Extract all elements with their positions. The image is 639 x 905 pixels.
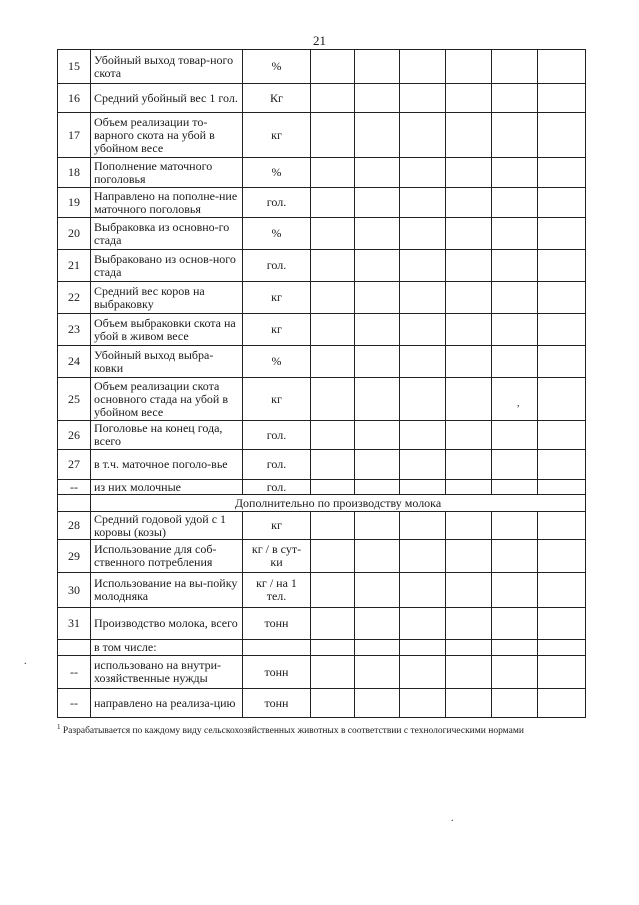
value-cell[interactable]	[400, 282, 446, 314]
table-row	[58, 84, 586, 113]
value-cell[interactable]	[311, 158, 355, 188]
value-cell[interactable]	[492, 282, 538, 314]
value-cell[interactable]	[355, 450, 400, 480]
row-number: 22	[58, 282, 91, 314]
unit-of-measure: гол.	[243, 480, 311, 495]
value-cell[interactable]	[311, 50, 355, 84]
row-number: 30	[58, 573, 91, 608]
value-cell[interactable]	[538, 573, 586, 608]
unit-of-measure: кг	[243, 512, 311, 540]
value-cell[interactable]	[355, 656, 400, 689]
row-number: 16	[58, 84, 91, 113]
table-row	[58, 689, 586, 718]
value-cell[interactable]	[538, 250, 586, 282]
indicator-name: Убойный выход товар-ного скота	[91, 50, 243, 84]
indicator-name: Объем реализации скота основного стада на убой в убойном весе	[91, 378, 243, 421]
table-row	[58, 346, 586, 378]
row-number: 15	[58, 50, 91, 84]
table-row	[58, 656, 586, 689]
table-row	[58, 378, 586, 421]
table-row	[58, 573, 586, 608]
value-cell[interactable]	[311, 250, 355, 282]
value-cell[interactable]	[446, 689, 492, 718]
unit-of-measure: тонн	[243, 608, 311, 640]
value-cell[interactable]	[400, 640, 446, 656]
row-number: 25	[58, 378, 91, 421]
indicator-name: Убойный выход выбра-ковки	[91, 346, 243, 378]
value-cell[interactable]	[311, 84, 355, 113]
table-row	[58, 450, 586, 480]
value-cell[interactable]	[538, 608, 586, 640]
value-cell[interactable]	[538, 480, 586, 495]
value-cell[interactable]	[446, 113, 492, 158]
unit-of-measure: %	[243, 50, 311, 84]
value-cell[interactable]	[400, 512, 446, 540]
value-cell[interactable]	[538, 50, 586, 84]
value-cell[interactable]	[400, 573, 446, 608]
value-cell[interactable]	[355, 421, 400, 450]
table-row	[58, 113, 586, 158]
value-cell[interactable]	[538, 314, 586, 346]
value-cell[interactable]	[538, 84, 586, 113]
value-cell[interactable]	[492, 113, 538, 158]
indicator-name: Выбраковка из основно-го стада	[91, 218, 243, 250]
value-cell[interactable]	[446, 50, 492, 84]
value-cell[interactable]	[400, 314, 446, 346]
indicator-name: Объем реализации то-варного скота на убой в убойном весе	[91, 113, 243, 158]
value-cell[interactable]	[446, 608, 492, 640]
value-cell[interactable]	[538, 188, 586, 218]
value-cell[interactable]	[446, 656, 492, 689]
table-row	[58, 421, 586, 450]
value-cell[interactable]	[492, 378, 538, 421]
value-cell[interactable]	[311, 282, 355, 314]
section-title: Дополнительно по производству молока	[91, 495, 586, 512]
value-cell[interactable]	[311, 378, 355, 421]
indicator-name: Средний убойный вес 1 гол.	[91, 84, 243, 113]
indicator-name: Производство молока, всего	[91, 608, 243, 640]
table-row	[58, 50, 586, 84]
value-cell[interactable]	[400, 113, 446, 158]
value-cell[interactable]	[311, 188, 355, 218]
value-cell[interactable]	[400, 540, 446, 573]
value-cell[interactable]	[492, 656, 538, 689]
row-number: --	[58, 480, 91, 495]
value-cell[interactable]	[311, 480, 355, 495]
indicator-name: Средний годовой удой с 1 коровы (козы)	[91, 512, 243, 540]
section-row	[58, 495, 586, 512]
indicator-name: направлено на реализа-цию	[91, 689, 243, 718]
value-cell[interactable]	[311, 218, 355, 250]
value-cell[interactable]	[355, 689, 400, 718]
value-cell[interactable]	[355, 113, 400, 158]
value-cell[interactable]	[538, 218, 586, 250]
table-row	[58, 480, 586, 495]
value-cell[interactable]	[355, 84, 400, 113]
page-number: 21	[313, 33, 326, 48]
stray-dot-bottom: .	[451, 813, 454, 824]
indicator-name: Использование на вы-пойку молодняка	[91, 573, 243, 608]
value-cell[interactable]	[446, 250, 492, 282]
indicator-name: Пополнение маточного поголовья	[91, 158, 243, 188]
value-cell[interactable]	[311, 640, 355, 656]
value-cell[interactable]	[311, 421, 355, 450]
footnote-text: Разрабатывается по каждому виду сельскохозяйственных животных в соответствии с технологическими нормами	[62, 726, 524, 737]
indicator-name: Выбраковано из основ-ного стада	[91, 250, 243, 282]
table-row	[58, 188, 586, 218]
value-cell[interactable]	[492, 250, 538, 282]
value-cell[interactable]	[311, 689, 355, 718]
value-cell[interactable]	[400, 346, 446, 378]
value-cell[interactable]	[311, 573, 355, 608]
unit-of-measure: кг / в сут-ки	[243, 540, 311, 573]
row-number: 20	[58, 218, 91, 250]
unit-of-measure: %	[243, 158, 311, 188]
value-cell[interactable]	[492, 608, 538, 640]
value-cell[interactable]	[446, 421, 492, 450]
value-cell[interactable]	[400, 656, 446, 689]
row-number: 31	[58, 608, 91, 640]
indicator-name: из них молочные	[91, 480, 243, 495]
value-cell[interactable]	[492, 512, 538, 540]
value-cell[interactable]	[400, 421, 446, 450]
row-number: --	[58, 689, 91, 718]
value-cell[interactable]	[538, 421, 586, 450]
value-cell[interactable]	[446, 450, 492, 480]
indicator-name: Поголовье на конец года, всего	[91, 421, 243, 450]
value-cell[interactable]	[492, 50, 538, 84]
value-cell[interactable]	[400, 50, 446, 84]
value-cell[interactable]	[538, 656, 586, 689]
row-number: 28	[58, 512, 91, 540]
table-row	[58, 640, 586, 656]
section-blank-cell	[58, 495, 91, 512]
indicator-name: в т.ч. маточное поголо-вье	[91, 450, 243, 480]
stray-mark: ,	[517, 398, 520, 409]
value-cell[interactable]	[446, 158, 492, 188]
value-cell[interactable]	[446, 188, 492, 218]
table-row	[58, 158, 586, 188]
value-cell[interactable]	[400, 158, 446, 188]
value-cell[interactable]	[446, 218, 492, 250]
value-cell[interactable]	[355, 50, 400, 84]
value-cell[interactable]	[538, 158, 586, 188]
value-cell[interactable]	[400, 480, 446, 495]
value-cell[interactable]	[492, 640, 538, 656]
value-cell[interactable]	[446, 573, 492, 608]
value-cell[interactable]	[538, 450, 586, 480]
row-number: 19	[58, 188, 91, 218]
value-cell[interactable]	[311, 656, 355, 689]
value-cell[interactable]	[446, 84, 492, 113]
value-cell[interactable]	[311, 540, 355, 573]
value-cell[interactable]	[492, 84, 538, 113]
value-cell[interactable]	[355, 573, 400, 608]
value-cell[interactable]	[355, 250, 400, 282]
value-cell[interactable]	[355, 218, 400, 250]
indicator-name: использовано на внутри-хозяйственные нужды	[91, 656, 243, 689]
table-row	[58, 608, 586, 640]
value-cell[interactable]	[492, 314, 538, 346]
value-cell[interactable]	[492, 421, 538, 450]
unit-of-measure: Кг	[243, 84, 311, 113]
value-cell[interactable]	[400, 218, 446, 250]
indicator-name: Средний вес коров на выбраковку	[91, 282, 243, 314]
row-number: 18	[58, 158, 91, 188]
value-cell[interactable]	[492, 573, 538, 608]
table-row	[58, 540, 586, 573]
row-number: --	[58, 656, 91, 689]
row-number: 17	[58, 113, 91, 158]
row-number: 24	[58, 346, 91, 378]
unit-of-measure: гол.	[243, 250, 311, 282]
value-cell[interactable]	[446, 540, 492, 573]
table-row	[58, 218, 586, 250]
value-cell[interactable]	[446, 314, 492, 346]
value-cell[interactable]	[311, 113, 355, 158]
value-cell[interactable]	[311, 608, 355, 640]
value-cell[interactable]	[311, 450, 355, 480]
row-number: 26	[58, 421, 91, 450]
value-cell[interactable]	[355, 640, 400, 656]
unit-of-measure	[243, 640, 311, 656]
value-cell[interactable]	[355, 188, 400, 218]
unit-of-measure: гол.	[243, 421, 311, 450]
unit-of-measure: гол.	[243, 450, 311, 480]
value-cell[interactable]	[400, 188, 446, 218]
value-cell[interactable]	[311, 512, 355, 540]
value-cell[interactable]	[446, 282, 492, 314]
value-cell[interactable]	[446, 640, 492, 656]
value-cell[interactable]	[355, 158, 400, 188]
indicator-name: Объем выбраковки скота на убой в живом весе	[91, 314, 243, 346]
unit-of-measure: кг / на 1 тел.	[243, 573, 311, 608]
unit-of-measure: тонн	[243, 656, 311, 689]
table-row	[58, 282, 586, 314]
value-cell[interactable]	[492, 480, 538, 495]
stray-dot-left: .	[24, 656, 27, 667]
value-cell[interactable]	[492, 188, 538, 218]
livestock-indicators-table	[57, 49, 586, 718]
value-cell[interactable]	[538, 512, 586, 540]
unit-of-measure: гол.	[243, 188, 311, 218]
value-cell[interactable]	[446, 378, 492, 421]
value-cell[interactable]	[446, 346, 492, 378]
footnote-mark: 1	[57, 723, 61, 731]
value-cell[interactable]	[492, 689, 538, 718]
value-cell[interactable]	[492, 540, 538, 573]
row-number: 27	[58, 450, 91, 480]
indicator-name: Использование для соб-ственного потребления	[91, 540, 243, 573]
value-cell[interactable]	[400, 608, 446, 640]
value-cell[interactable]	[355, 608, 400, 640]
value-cell[interactable]	[355, 512, 400, 540]
unit-of-measure: кг	[243, 314, 311, 346]
unit-of-measure: %	[243, 218, 311, 250]
value-cell[interactable]	[492, 450, 538, 480]
table-row	[58, 250, 586, 282]
value-cell[interactable]	[311, 314, 355, 346]
value-cell[interactable]	[355, 378, 400, 421]
value-cell[interactable]	[355, 282, 400, 314]
value-cell[interactable]	[311, 346, 355, 378]
table-row	[58, 512, 586, 540]
value-cell[interactable]	[355, 540, 400, 573]
value-cell[interactable]	[538, 689, 586, 718]
value-cell[interactable]	[538, 282, 586, 314]
value-cell[interactable]	[492, 218, 538, 250]
row-number: 23	[58, 314, 91, 346]
value-cell[interactable]	[400, 450, 446, 480]
value-cell[interactable]	[355, 346, 400, 378]
value-cell[interactable]	[446, 512, 492, 540]
value-cell[interactable]	[400, 250, 446, 282]
unit-of-measure: кг	[243, 113, 311, 158]
unit-of-measure: %	[243, 346, 311, 378]
value-cell[interactable]	[355, 480, 400, 495]
indicator-name: в том числе:	[91, 640, 243, 656]
value-cell[interactable]	[538, 346, 586, 378]
value-cell[interactable]	[492, 346, 538, 378]
value-cell[interactable]	[538, 540, 586, 573]
value-cell[interactable]	[492, 158, 538, 188]
value-cell[interactable]	[538, 640, 586, 656]
value-cell[interactable]	[538, 378, 586, 421]
row-number: 29	[58, 540, 91, 573]
unit-of-measure: кг	[243, 282, 311, 314]
indicator-name: Направлено на пополне-ние маточного поголовья	[91, 188, 243, 218]
value-cell[interactable]	[355, 314, 400, 346]
value-cell[interactable]	[400, 689, 446, 718]
unit-of-measure: тонн	[243, 689, 311, 718]
value-cell[interactable]	[538, 113, 586, 158]
unit-of-measure: кг	[243, 378, 311, 421]
table-row	[58, 314, 586, 346]
row-number	[58, 640, 91, 656]
value-cell[interactable]	[446, 480, 492, 495]
footnote	[57, 723, 524, 736]
value-cell[interactable]	[400, 378, 446, 421]
row-number: 21	[58, 250, 91, 282]
value-cell[interactable]	[400, 84, 446, 113]
